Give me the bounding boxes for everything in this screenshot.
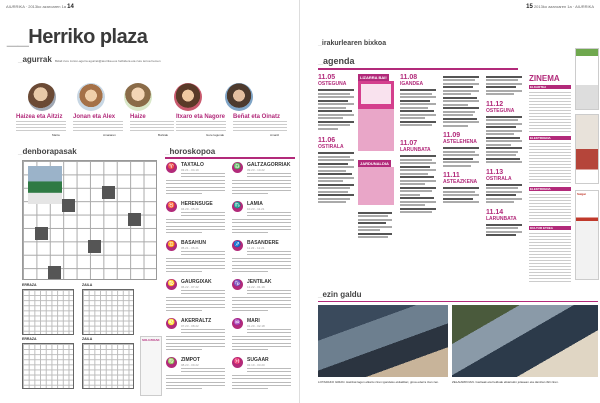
agenda-date: 11.12 bbox=[486, 100, 504, 108]
zodiac-text-line bbox=[166, 219, 225, 220]
agenda-dow: LARUNBATA bbox=[486, 215, 517, 222]
zodiac-name: ZIMPOT bbox=[181, 357, 200, 363]
zodiac-sign bbox=[166, 201, 228, 238]
solutions-label: SOLUZIOAK bbox=[142, 338, 160, 342]
page-title: __ Herriko plaza bbox=[7, 26, 147, 49]
right-page-number: 15 bbox=[526, 4, 533, 10]
zodiac-text-line bbox=[232, 378, 291, 379]
agenda-column bbox=[358, 210, 396, 240]
zodiac-text-line bbox=[166, 183, 225, 184]
zodiac-sign bbox=[166, 279, 228, 316]
zodiac-text-line bbox=[247, 329, 291, 330]
zodiac-text-line bbox=[166, 265, 225, 266]
zodiac-text-line bbox=[232, 307, 291, 308]
zodiac-dates: 11.22 - 12.21 bbox=[247, 246, 265, 250]
zodiac-text-line bbox=[232, 226, 291, 227]
zinema-heading: ZINEMA bbox=[529, 74, 560, 83]
text-lines bbox=[73, 121, 123, 132]
agenda-date: 11.13 bbox=[486, 168, 504, 176]
agenda-date: 11.07 bbox=[400, 140, 418, 147]
crossword-block bbox=[102, 186, 115, 199]
zinema-text bbox=[529, 143, 571, 183]
zodiac-text-line bbox=[232, 190, 291, 191]
right-page bbox=[300, 0, 600, 403]
agenda-dow: IGANDEA bbox=[400, 81, 424, 87]
zodiac-icon: ♑ bbox=[232, 279, 243, 290]
sudoku-label: ERRAZA bbox=[22, 283, 37, 287]
zodiac-dates: 12.22 - 01.19 bbox=[247, 285, 265, 289]
agenda-dow: LARUNBATA bbox=[400, 147, 431, 153]
zodiac-text-line bbox=[166, 339, 225, 340]
agenda-column bbox=[443, 74, 483, 205]
zodiac-text-line bbox=[166, 382, 225, 383]
zodiac-text-line bbox=[166, 304, 225, 305]
denborapasak-heading: _ denborapasak bbox=[18, 147, 77, 156]
agenda-dow: OSTEGUNA bbox=[318, 81, 347, 87]
zodiac-text-line bbox=[166, 310, 202, 311]
zodiac-text-line bbox=[232, 268, 291, 269]
zodiac-text-line bbox=[181, 173, 225, 174]
zodiac-text-line bbox=[232, 229, 291, 230]
crossword-photo bbox=[28, 166, 62, 204]
zodiac-text-line bbox=[232, 300, 291, 301]
agenda-dow: ASTELEHENA bbox=[443, 139, 477, 145]
zodiac-text-line bbox=[232, 258, 291, 259]
zodiac-icon: ♋ bbox=[166, 279, 177, 290]
zodiac-text-line bbox=[232, 304, 291, 305]
zodiac-icon: ♍ bbox=[166, 357, 177, 368]
zodiac-text-line bbox=[166, 343, 225, 344]
zodiac-name: BASANDERE bbox=[247, 240, 279, 246]
zodiac-text-line bbox=[232, 385, 291, 386]
photo-caption: LOTARAKO GIRAN. Hainbat lagun elkartu ziren igandeko ekitaldian; giroa ederra izan zen. bbox=[318, 380, 440, 384]
zodiac-text-line bbox=[166, 336, 225, 337]
zodiac-text-line bbox=[232, 349, 268, 350]
zodiac-text-line bbox=[232, 310, 268, 311]
agenda-date: 11.09 bbox=[443, 132, 461, 139]
crossword-block bbox=[88, 240, 101, 253]
agenda-date: 11.05 bbox=[318, 74, 336, 81]
ezin-galdu-heading: _ ezin galdu bbox=[318, 290, 362, 299]
zodiac-text-line bbox=[166, 261, 225, 262]
photo-caption: ZELAIARIKOAN. Gazteak eta helduak elkarrekin jolasean eta dantzan ibili ziren. bbox=[452, 380, 559, 384]
text-lines bbox=[176, 121, 226, 132]
zodiac-text-line bbox=[166, 229, 225, 230]
zodiac-text-line bbox=[232, 375, 291, 376]
agenda-dow: OSTIRALA bbox=[486, 175, 512, 182]
zodiac-text-line bbox=[166, 258, 225, 259]
agur-credit: Marta bbox=[52, 133, 60, 137]
zodiac-text-line bbox=[247, 251, 291, 252]
agenda-date: 11.08 bbox=[400, 74, 418, 81]
agenda-heading: _ agenda bbox=[318, 56, 355, 66]
zodiac-sign bbox=[232, 357, 294, 394]
zodiac-sign bbox=[232, 240, 294, 277]
zodiac-icon: ♎ bbox=[232, 162, 243, 173]
zinema-entry: ELEKTROENA bbox=[530, 136, 551, 140]
agenda-dow: OSTEGUNA bbox=[486, 107, 515, 114]
left-running-head: AIURRIKA · 2013ko azaroaren 1a 14 bbox=[6, 4, 74, 10]
zodiac-name: HERENSUGE bbox=[181, 201, 213, 207]
avatar bbox=[225, 83, 253, 111]
zodiac-name: MARI bbox=[247, 318, 260, 324]
zodiac-text-line bbox=[181, 332, 225, 333]
zodiac-text-line bbox=[181, 254, 225, 255]
text-lines bbox=[130, 121, 174, 132]
zodiac-name: GAURGIXAK bbox=[181, 279, 212, 285]
zodiac-text-line bbox=[181, 251, 225, 252]
highlight-box bbox=[358, 81, 394, 151]
sudoku-label: ZAILA bbox=[82, 283, 93, 287]
zodiac-text-line bbox=[166, 375, 225, 376]
crossword-block bbox=[128, 213, 141, 226]
zodiac-text-line bbox=[247, 368, 291, 369]
zodiac-text-line bbox=[166, 190, 225, 191]
horoskopoa-heading: _ horoskopoa bbox=[165, 147, 215, 156]
zodiac-dates: 03.21 - 04.19 bbox=[181, 168, 199, 172]
zodiac-text-line bbox=[247, 173, 291, 174]
agenda-dow: ASTEAZKENA bbox=[443, 179, 478, 185]
zodiac-dates: 09.23 - 10.22 bbox=[247, 168, 265, 172]
zodiac-text-line bbox=[166, 222, 225, 223]
zodiac-text-line bbox=[232, 180, 291, 181]
zodiac-name: AKERRALTZ bbox=[181, 318, 212, 324]
zodiac-name: TAXTALO bbox=[181, 162, 204, 168]
zodiac-text-line bbox=[166, 307, 225, 308]
zodiac-icon: ♉ bbox=[166, 201, 177, 212]
zodiac-text-line bbox=[232, 271, 268, 272]
agenda-column bbox=[486, 74, 526, 238]
agur-name: Jonan eta Alex bbox=[73, 114, 116, 120]
zodiac-text-line bbox=[232, 265, 291, 266]
zodiac-icon: ♒ bbox=[232, 318, 243, 329]
right-running-head: 15 2013ko azaroaren 1a · AIURRIKA bbox=[526, 4, 594, 10]
zodiac-text-line bbox=[247, 215, 291, 216]
agur-credit: Amaitz bbox=[270, 133, 280, 137]
zodiac-text-line bbox=[166, 385, 225, 386]
agenda-column bbox=[318, 74, 358, 205]
zinema-text bbox=[529, 92, 571, 132]
zodiac-text-line bbox=[181, 212, 225, 213]
agenda-column bbox=[400, 140, 440, 215]
sudoku-label: ERRAZA bbox=[22, 337, 37, 341]
zodiac-text-line bbox=[232, 261, 291, 262]
zodiac-sign bbox=[232, 162, 294, 199]
avatar bbox=[174, 83, 202, 111]
zinema-text bbox=[529, 194, 571, 222]
ad-text: Salgai bbox=[577, 192, 586, 196]
zodiac-text-line bbox=[166, 378, 225, 379]
zodiac-text-line bbox=[247, 290, 291, 291]
zodiac-text-line bbox=[166, 271, 202, 272]
zodiac-sign bbox=[166, 240, 228, 277]
zodiac-text-line bbox=[232, 339, 291, 340]
sudoku-grid bbox=[22, 343, 74, 389]
zodiac-dates: 10.23 - 11.21 bbox=[247, 207, 265, 211]
agur-name: Beñat eta Oinatz bbox=[233, 114, 281, 120]
zinema-entry: KULTUR ETXEA bbox=[530, 226, 553, 230]
zodiac-sign bbox=[166, 162, 228, 199]
zodiac-text-line bbox=[247, 254, 291, 255]
zodiac-text-line bbox=[166, 268, 225, 269]
agur-name: Haize bbox=[130, 114, 146, 120]
zodiac-text-line bbox=[232, 346, 291, 347]
agenda-dow: OSTIRALA bbox=[318, 144, 344, 150]
avatar bbox=[28, 83, 56, 111]
zodiac-dates: 06.22 - 07.22 bbox=[181, 285, 199, 289]
agur-name: Itxaro eta Nagore bbox=[176, 114, 226, 120]
zodiac-text-line bbox=[247, 176, 291, 177]
avatar bbox=[77, 83, 105, 111]
zodiac-text-line bbox=[181, 290, 225, 291]
zodiac-text-line bbox=[166, 187, 225, 188]
zodiac-sign bbox=[232, 201, 294, 238]
sudoku-grid bbox=[82, 343, 134, 389]
agenda-date: 11.14 bbox=[486, 208, 504, 216]
zodiac-icon: ♊ bbox=[166, 240, 177, 251]
sudoku-grid bbox=[82, 289, 134, 335]
zodiac-text-line bbox=[232, 388, 268, 389]
zodiac-icon: ♐ bbox=[232, 240, 243, 251]
zodiac-text-line bbox=[232, 222, 291, 223]
zodiac-text-line bbox=[232, 187, 291, 188]
ad-poster[interactable] bbox=[575, 190, 599, 280]
text-lines bbox=[16, 121, 66, 132]
zodiac-dates: 05.21 - 06.21 bbox=[181, 246, 199, 250]
horoskopoa-rule bbox=[165, 157, 295, 159]
agurrak-heading: _ agurrak bbox=[18, 55, 52, 64]
zodiac-text-line bbox=[232, 297, 291, 298]
agur-credit: Gure lagunak bbox=[206, 133, 225, 137]
zodiac-text-line bbox=[181, 215, 225, 216]
zodiac-text-line bbox=[166, 226, 225, 227]
zodiac-text-line bbox=[232, 382, 291, 383]
highlight-box bbox=[358, 167, 394, 205]
zodiac-icon: ♌ bbox=[166, 318, 177, 329]
crossword-block bbox=[62, 199, 75, 212]
box-heading: JARDUNALDIA bbox=[360, 161, 389, 166]
agurrak-intro: Bidali zure zorion-agurra agurrak@aiurrika.eus helbidera eta zure lerroa hemen bbox=[55, 59, 161, 63]
crossword-block bbox=[35, 227, 48, 240]
zodiac-text-line bbox=[166, 180, 225, 181]
zodiac-text-line bbox=[166, 388, 202, 389]
zodiac-text-line bbox=[166, 232, 202, 233]
zodiac-dates: 08.23 - 09.22 bbox=[181, 363, 199, 367]
zodiac-sign bbox=[166, 357, 228, 394]
ezin-galdu-rule bbox=[318, 301, 598, 302]
zodiac-text-line bbox=[247, 371, 291, 372]
zodiac-text-line bbox=[181, 293, 225, 294]
zodiac-text-line bbox=[166, 300, 225, 301]
zodiac-text-line bbox=[232, 336, 291, 337]
zodiac-name: BASAHUN bbox=[181, 240, 206, 246]
zodiac-sign bbox=[166, 318, 228, 355]
zodiac-text-line bbox=[181, 176, 225, 177]
zodiac-name: JENTILAK bbox=[247, 279, 272, 285]
agenda-column bbox=[400, 74, 440, 128]
zodiac-text-line bbox=[166, 297, 225, 298]
agenda-date: 11.06 bbox=[318, 137, 336, 144]
sudoku-label: ZAILA bbox=[82, 337, 93, 341]
agenda-date: 11.11 bbox=[443, 172, 460, 179]
event-photo bbox=[452, 305, 598, 377]
zodiac-name: SUGAAR bbox=[247, 357, 269, 363]
zodiac-text-line bbox=[181, 329, 225, 330]
zinema-entry: ELEKTROENA bbox=[530, 187, 551, 191]
zodiac-text-line bbox=[166, 193, 202, 194]
zodiac-sign bbox=[232, 279, 294, 316]
event-photo bbox=[318, 305, 448, 377]
zodiac-text-line bbox=[232, 219, 291, 220]
bidea-heading: _ irakurlearen bixkoa bbox=[318, 40, 386, 47]
agur-credit: Burkiak bbox=[158, 133, 169, 137]
zinema-text bbox=[529, 233, 571, 283]
crossword-block bbox=[48, 266, 61, 279]
avatar bbox=[124, 83, 152, 111]
agur-credit: Amaiaren bbox=[103, 133, 116, 137]
zodiac-dates: 01.20 - 02.18 bbox=[247, 324, 265, 328]
zodiac-text-line bbox=[247, 293, 291, 294]
zodiac-text-line bbox=[232, 193, 268, 194]
zodiac-text-line bbox=[232, 343, 291, 344]
sudoku-grid bbox=[22, 289, 74, 335]
zodiac-name: LAMIA bbox=[247, 201, 263, 207]
left-page-number: 14 bbox=[67, 4, 74, 10]
zodiac-text-line bbox=[232, 232, 268, 233]
ad-green[interactable] bbox=[575, 48, 599, 110]
zodiac-text-line bbox=[247, 212, 291, 213]
zodiac-dates: 04.20 - 05.20 bbox=[181, 207, 199, 211]
agur-name: Haizea eta Aitziz bbox=[16, 114, 63, 120]
zodiac-text-line bbox=[166, 346, 225, 347]
zodiac-name: GALTZAGORRIAK bbox=[247, 162, 291, 168]
box-heading: LIZARRA BAI! bbox=[360, 75, 387, 80]
zinema-entry: ELKARTEA bbox=[530, 85, 547, 89]
zodiac-text-line bbox=[166, 349, 202, 350]
text-lines bbox=[233, 121, 287, 132]
zodiac-icon: ♏ bbox=[232, 201, 243, 212]
zodiac-text-line bbox=[181, 371, 225, 372]
zodiac-text-line bbox=[232, 183, 291, 184]
zodiac-icon: ♈ bbox=[166, 162, 177, 173]
solutions-box bbox=[140, 336, 162, 396]
zodiac-text-line bbox=[181, 368, 225, 369]
agenda-rule bbox=[318, 68, 518, 70]
zodiac-sign bbox=[232, 318, 294, 355]
zodiac-dates: 07.23 - 08.22 bbox=[181, 324, 199, 328]
zodiac-icon: ♓ bbox=[232, 357, 243, 368]
ad-interior[interactable] bbox=[575, 114, 599, 184]
zodiac-dates: 02.19 - 03.20 bbox=[247, 363, 265, 367]
zodiac-text-line bbox=[247, 332, 291, 333]
